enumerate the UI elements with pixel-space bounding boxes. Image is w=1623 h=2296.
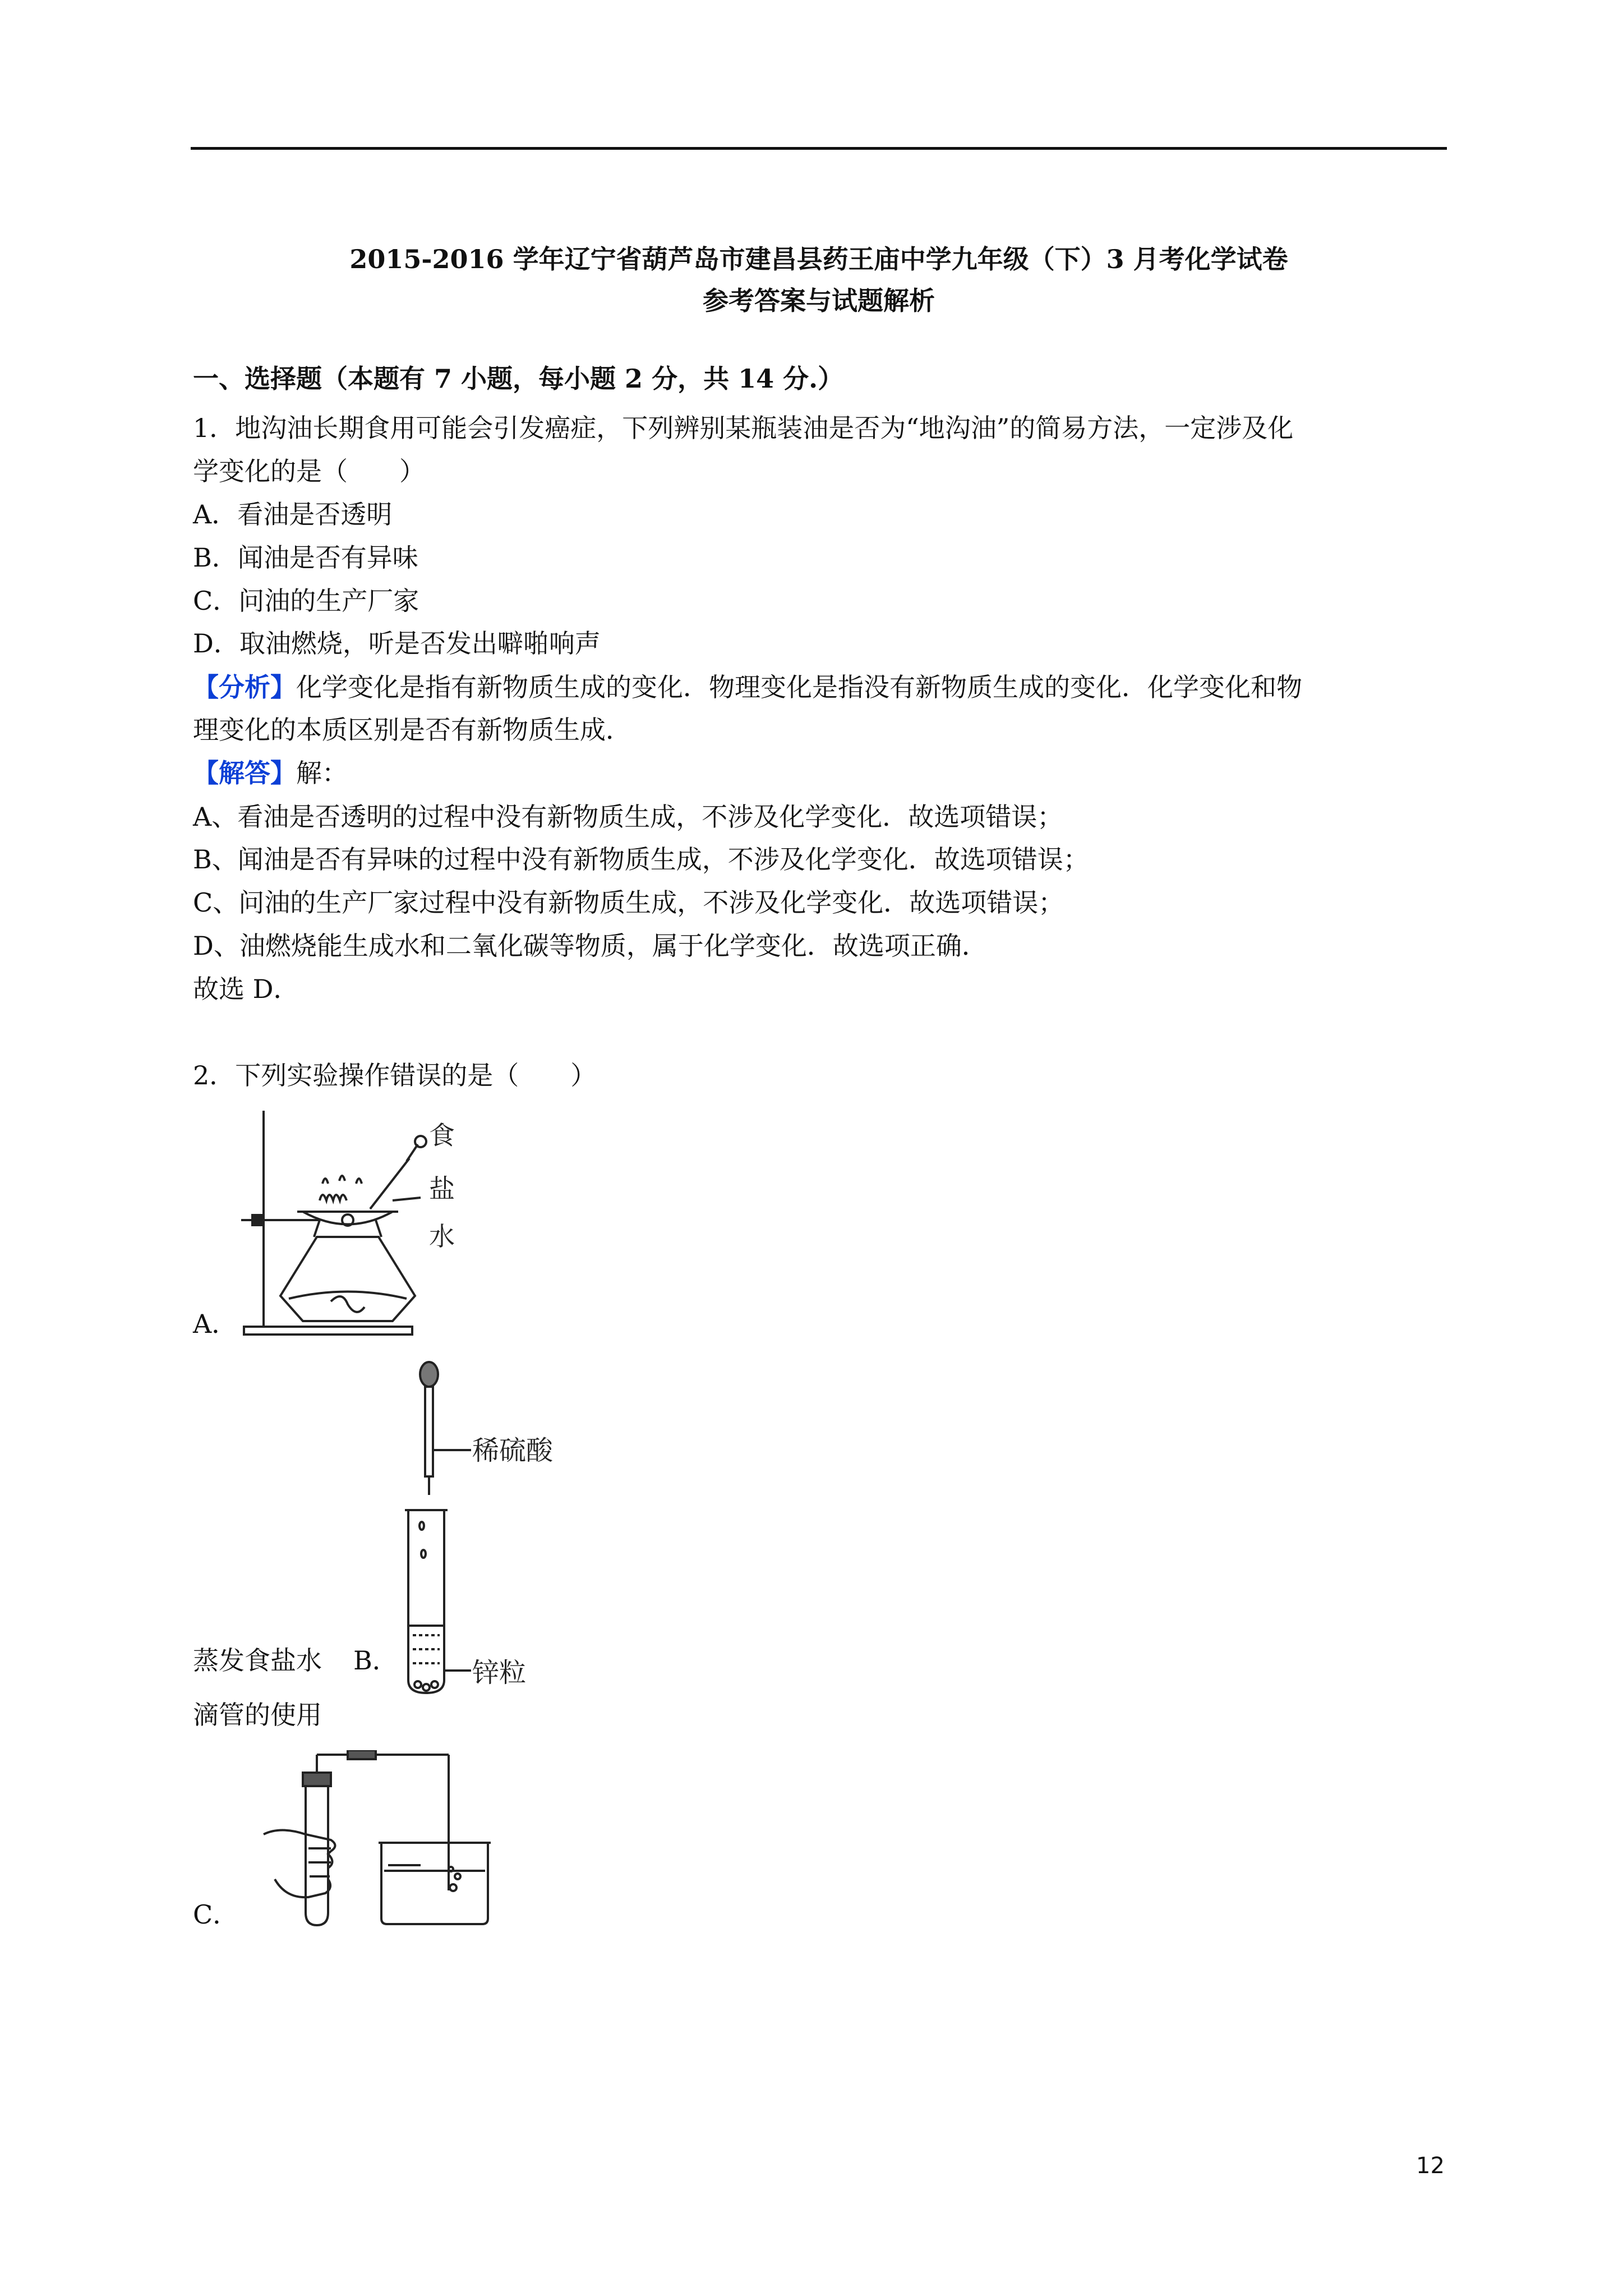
- q2-option-c-label: C．: [193, 1899, 239, 1930]
- q2-option-a-caption: 蒸发食盐水: [193, 1645, 322, 1676]
- document-subtitle: 参考答案与试题解析: [703, 286, 935, 316]
- q2-option-b-caption: 滴管的使用: [193, 1700, 322, 1730]
- q2-option-a-caption-row: [193, 1641, 398, 1680]
- analysis-text: 化学变化是指有新物质生成的变化．物理变化是指没有新物质生成的变化．化学变化和物: [296, 672, 1302, 702]
- fig-b-acid-label: 稀硫酸: [472, 1435, 554, 1466]
- q1-conclusion: 故选 D．: [193, 974, 299, 1004]
- analysis-tag: 【分析】: [193, 672, 296, 702]
- q1-answer-d: D、油燃烧能生成水和二氧化碳等物质，属于化学变化．故选项正确．: [193, 931, 988, 961]
- page-number: 12: [1416, 2153, 1445, 2179]
- dropper-figure: [393, 1358, 578, 1694]
- q1-analysis-line2: 理变化的本质区别是否有新物质生成．: [193, 715, 631, 745]
- q1-analysis-line1: [193, 668, 1302, 707]
- q1-answer-intro: [193, 753, 348, 793]
- q1-option-c: C．问油的生产厂家: [193, 586, 419, 616]
- document-title: 2015-2016 学年辽宁省葫芦岛市建昌县药王庙中学九年级（下）3 月考化学试卷: [349, 244, 1288, 274]
- q1-stem-line1: 1．地沟油长期食用可能会引发癌症，下列辨别某瓶装油是否为“地沟油”的简易方法，一定涉及化: [193, 413, 1294, 443]
- q1-answer-c: C、问油的生产厂家过程中没有新物质生成，不涉及化学变化．故选项错误；: [193, 887, 1064, 918]
- answer-intro-text: 解：: [296, 758, 348, 788]
- answer-tag: 【解答】: [193, 758, 296, 788]
- q1-stem-line2: 学变化的是（ ）: [193, 456, 425, 486]
- q2-option-a-label: A．: [193, 1309, 238, 1339]
- fig-a-label-2: 盐: [429, 1174, 455, 1204]
- fig-a-label-1: 食: [429, 1120, 455, 1151]
- q1-option-a: A．看油是否透明: [193, 499, 393, 530]
- fig-b-zinc-label: 锌粒: [472, 1657, 527, 1688]
- header-rule: [191, 147, 1447, 150]
- section-heading: 一、选择题（本题有 7 小题，每小题 2 分，共 14 分.）: [193, 364, 844, 394]
- q2-stem: 2．下列实验操作错误的是（ ）: [193, 1060, 597, 1091]
- fig-a-label-3: 水: [429, 1221, 455, 1251]
- evaporation-figure: [236, 1105, 460, 1341]
- q1-answer-b: B、闻油是否有异味的过程中没有新物质生成，不涉及化学变化．故选项错误；: [193, 844, 1089, 875]
- q2-option-b-label: B．: [353, 1645, 398, 1676]
- q1-option-b: B．闻油是否有异味: [193, 542, 418, 573]
- q1-answer-a: A、看油是否透明的过程中没有新物质生成，不涉及化学变化．故选项错误；: [193, 802, 1063, 832]
- airtightness-figure: [258, 1750, 516, 1930]
- q1-option-d: D．取油燃烧，听是否发出噼啪响声: [193, 628, 601, 659]
